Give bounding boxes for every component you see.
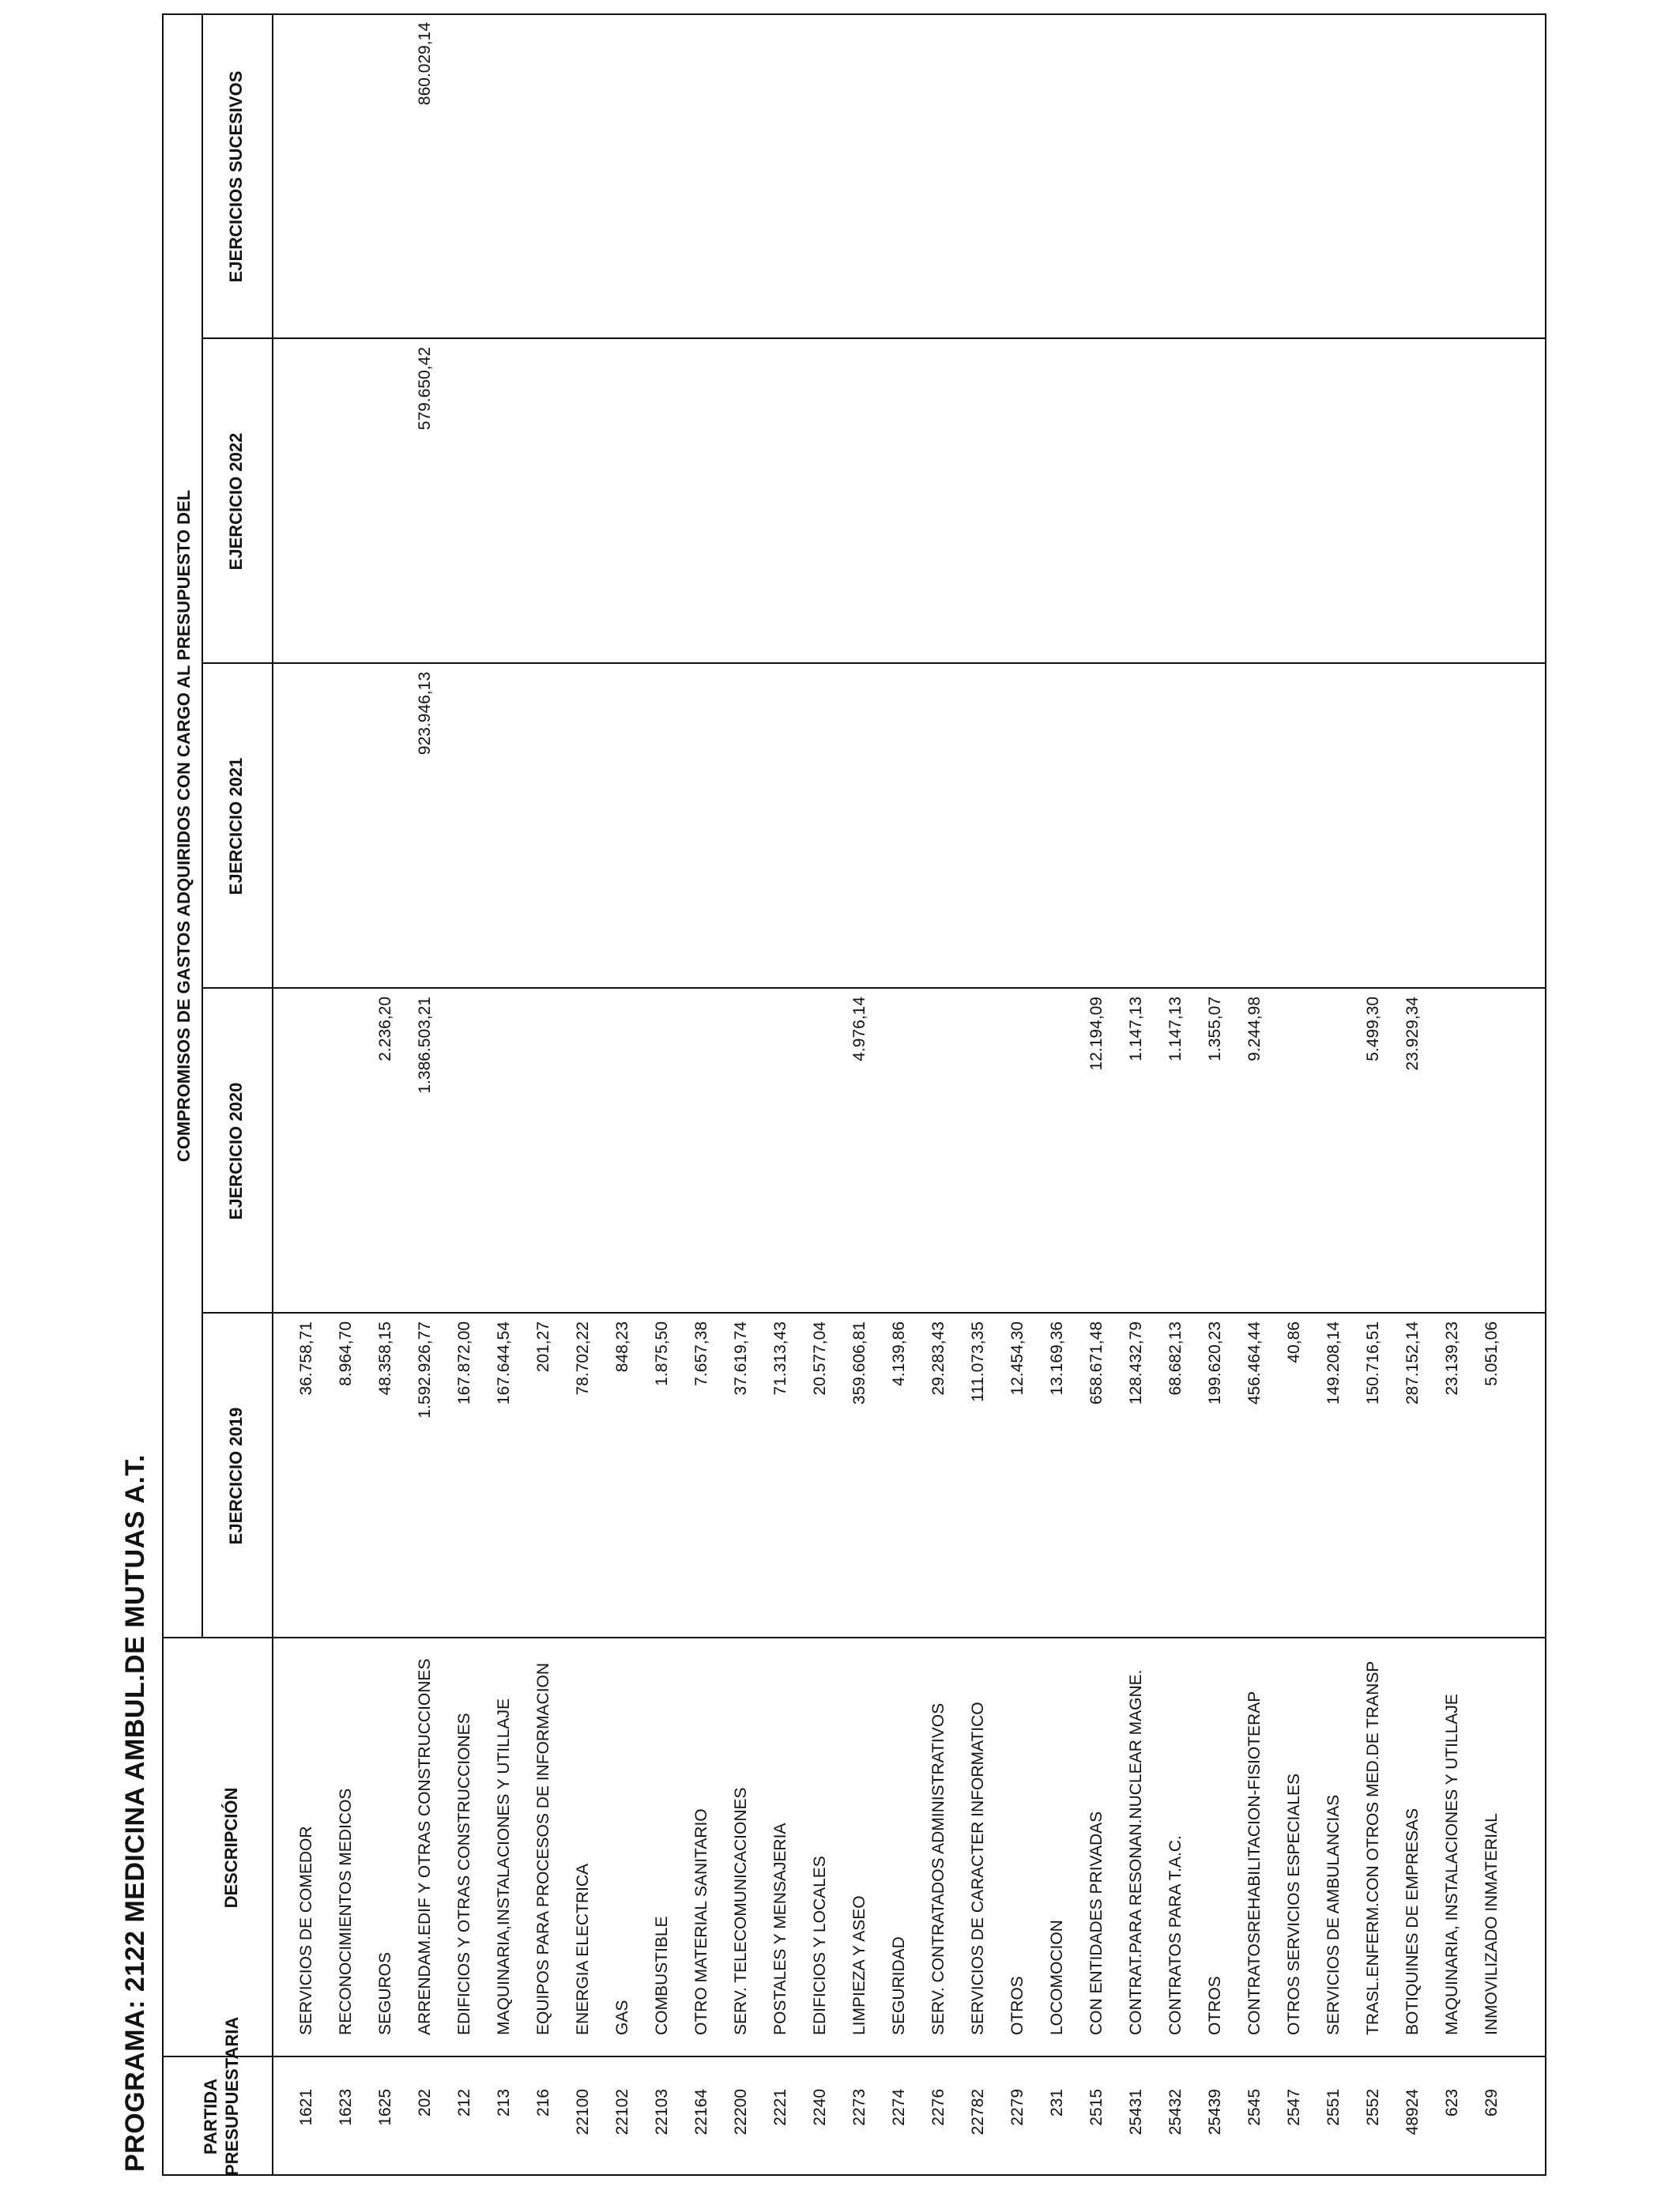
row-code: 2551 [1324,2089,1343,2126]
row-description: MAQUINARIA,INSTALACIONES Y UTILLAJE [495,1698,513,2035]
row-description: OTRO MATERIAL SANITARIO [692,1808,710,2035]
row-description: RECONOCIMIENTOS MEDICOS [337,1788,355,2035]
header-descripcion: DESCRIPCIÓN [221,1787,241,1909]
row-amount-2: 12.194,09 [1087,997,1106,1071]
row-description: OTROS [1206,1976,1224,2035]
header-partida: PARTIDA PRESUPUESTARIA [201,2016,242,2176]
row-description: LOCOMOCION [1048,1920,1066,2035]
row-description: CONTRAT.PARA RESONAN.NUCLEAR MAGNE. [1127,1669,1145,2035]
row-code: 22100 [574,2089,592,2136]
row-code: 2552 [1364,2089,1382,2126]
row-code: 202 [416,2089,434,2117]
row-amount-1: 128.432,79 [1127,1321,1145,1405]
row-code: 212 [455,2089,473,2117]
row-description: POSTALES Y MENSAJERIA [771,1823,789,2035]
row-description: COMBUSTIBLE [653,1916,671,2035]
row-amount-1: 287.152,14 [1403,1321,1422,1405]
row-code: 2273 [850,2089,868,2126]
row-amount-2: 1.147,13 [1166,997,1185,1061]
row-amount-2: 1.386.503,21 [416,997,434,1094]
row-description: OTROS SERVICIOS ESPECIALES [1285,1773,1303,2035]
row-amount-1: 111.073,35 [969,1321,987,1402]
row-code: 623 [1443,2089,1461,2117]
row-code: 2221 [771,2089,789,2126]
row-amount-1: 848,23 [613,1321,631,1373]
row-amount-1: 71.313,43 [771,1321,789,1396]
column-divider [202,337,1546,339]
row-amount-3: 923.946,13 [416,672,434,756]
row-amount-1: 7.657,38 [692,1321,710,1386]
row-description: EDIFICIOS Y LOCALES [811,1856,829,2035]
row-amount-1: 5.051,06 [1482,1321,1501,1386]
row-amount-1: 199.620,23 [1206,1321,1224,1405]
row-description: SERV. CONTRATADOS ADMINISTRATIVOS [929,1702,947,2035]
row-description: SEGUROS [376,1951,394,2035]
row-code: 22782 [969,2089,987,2136]
row-amount-5: 860.029,14 [416,22,434,106]
row-description: CONTRATOSREHABILITACION-FISIOTERAP [1245,1691,1264,2035]
header-compromisos: COMPROMISOS DE GASTOS ADQUIRIDOS CON CARGO AL PRESUPUESTO DEL [174,489,194,1163]
row-description: INMOVILIZADO INMATERIAL [1482,1813,1501,2035]
row-code: 22164 [692,2089,710,2136]
column-divider [162,2056,1546,2057]
row-amount-1: 68.682,13 [1166,1321,1185,1396]
row-description: SERV. TELECOMUNICACIONES [732,1787,750,2035]
row-amount-2: 2.236,20 [376,997,394,1061]
budget-table [162,13,1546,2176]
row-code: 1625 [376,2089,394,2126]
row-amount-1: 29.283,43 [929,1321,947,1396]
program-title: PROGRAMA: 2122 MEDICINA AMBUL.DE MUTUAS A.T. [120,1454,150,2172]
row-code: 2547 [1285,2089,1303,2126]
row-amount-1: 23.139,23 [1443,1321,1461,1396]
row-amount-1: 78.702,22 [574,1321,592,1396]
row-description: SERVICIOS DE CARACTER INFORMATICO [969,1702,987,2035]
row-code: 1623 [337,2089,355,2126]
row-amount-1: 167.872,00 [455,1321,473,1405]
row-description: LIMPIEZA Y ASEO [850,1895,868,2035]
row-description: MAQUINARIA, INSTALACIONES Y UTILLAJE [1443,1694,1461,2035]
row-amount-2: 5.499,30 [1364,997,1382,1061]
row-description: ENERGIA ELECTRICA [574,1863,592,2035]
row-code: 2515 [1087,2089,1106,2126]
row-code: 2274 [890,2089,908,2126]
row-description: OTROS [1008,1976,1026,2035]
row-amount-1: 37.619,74 [732,1321,750,1396]
header-year-2: EJERCICIO 2020 [226,1082,246,1220]
row-amount-2: 1.147,13 [1127,997,1145,1061]
row-code: 213 [495,2089,513,2117]
row-code: 629 [1482,2089,1501,2117]
row-description: BOTIQUINES DE EMPRESAS [1403,1808,1422,2035]
row-code: 216 [534,2089,552,2117]
row-amount-1: 4.139,86 [890,1321,908,1386]
column-divider [202,662,1546,664]
row-amount-4: 579.650,42 [416,347,434,431]
row-code: 22103 [653,2089,671,2136]
row-code: 231 [1048,2089,1066,2117]
row-code: 2545 [1245,2089,1264,2126]
header-year-5: EJERCICIOS SUCESIVOS [226,70,246,283]
row-amount-1: 8.964,70 [337,1321,355,1386]
row-amount-1: 48.358,15 [376,1321,394,1396]
column-divider [202,987,1546,989]
row-description: ARRENDAM.EDIF Y OTRAS CONSTRUCCIONES [416,1658,434,2035]
header-year-3: EJERCICIO 2021 [226,757,246,895]
row-amount-1: 359.606,81 [850,1321,868,1405]
row-description: TRASL.ENFERM.CON OTROS MED.DE TRANSP [1364,1661,1382,2035]
row-code: 1621 [297,2089,315,2126]
row-code: 22102 [613,2089,631,2136]
row-amount-1: 1.875,50 [653,1321,671,1386]
row-code: 25432 [1166,2089,1185,2136]
row-code: 25439 [1206,2089,1224,2136]
header-year-4: EJERCICIO 2022 [226,432,246,571]
row-description: EQUIPOS PARA PROCESOS DE INFORMACION [534,1662,552,2035]
row-amount-1: 12.454,30 [1008,1321,1026,1396]
row-description: SEGURIDAD [890,1936,908,2035]
row-amount-1: 40,86 [1285,1321,1303,1363]
row-code: 22200 [732,2089,750,2136]
row-code: 2279 [1008,2089,1026,2126]
row-amount-1: 456.464,44 [1245,1321,1264,1405]
row-code: 2276 [929,2089,947,2126]
span-header-divider [202,13,203,1638]
row-code: 2240 [811,2089,829,2126]
row-code: 25431 [1127,2089,1145,2136]
row-amount-1: 149.208,14 [1324,1321,1343,1405]
row-amount-1: 36.758,71 [297,1321,315,1396]
row-amount-1: 13.169,36 [1048,1321,1066,1396]
row-amount-1: 201,27 [534,1321,552,1373]
row-amount-1: 20.577,04 [811,1321,829,1396]
row-amount-1: 150.716,51 [1364,1321,1382,1405]
row-description: CON ENTIDADES PRIVADAS [1087,1811,1106,2035]
row-description: GAS [613,2000,631,2035]
row-amount-2: 1.355,07 [1206,997,1224,1061]
row-description: SERVICIOS DE AMBULANCIAS [1324,1794,1343,2035]
header-year-1: EJERCICIO 2019 [226,1407,246,1545]
row-description: CONTRATOS PARA T.A.C. [1166,1835,1185,2035]
row-amount-2: 9.244,98 [1245,997,1264,1061]
row-amount-2: 4.976,14 [850,997,868,1061]
row-amount-2: 23.929,34 [1403,997,1422,1071]
row-description: EDIFICIOS Y OTRAS CONSTRUCCIONES [455,1713,473,2035]
row-amount-1: 658.671,48 [1087,1321,1106,1405]
row-amount-1: 1.592.926,77 [416,1321,434,1419]
row-description: SERVICIOS DE COMEDOR [297,1826,315,2035]
row-code: 48924 [1403,2089,1422,2136]
row-amount-1: 167.644,54 [495,1321,513,1405]
